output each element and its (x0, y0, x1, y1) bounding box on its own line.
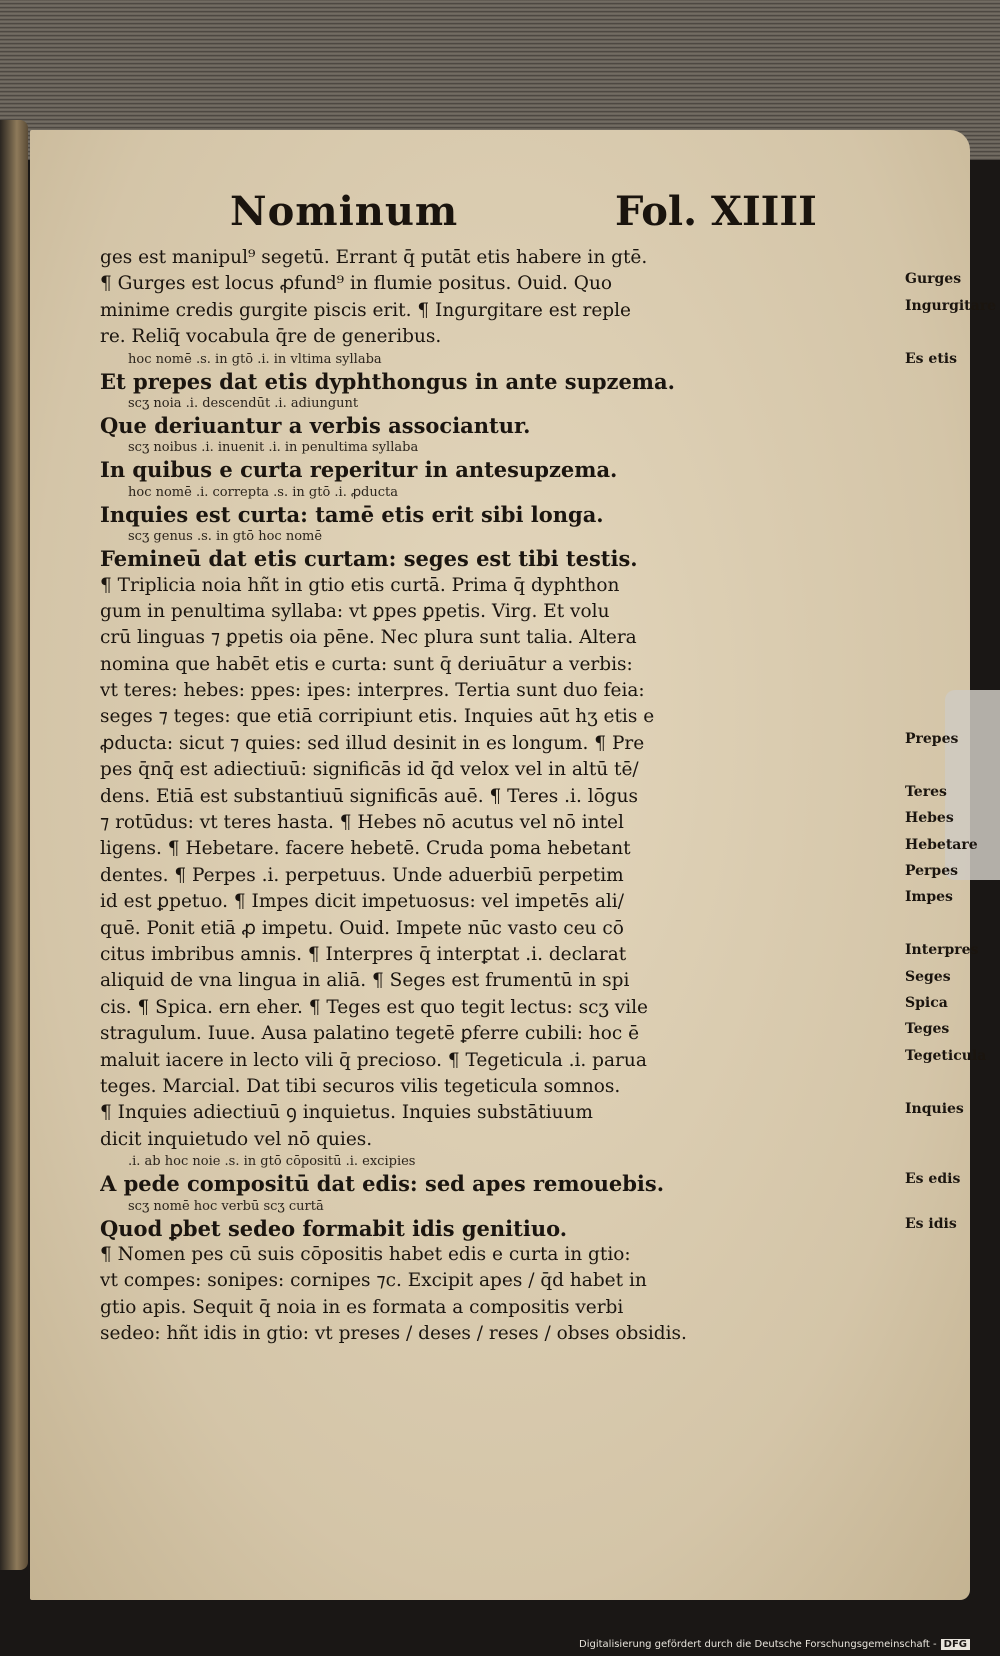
margin-note: Teres (905, 783, 947, 800)
verse-line: Inquies est curta: tamē etis erit sibi longa. (100, 501, 604, 527)
margin-note: Es etis (905, 350, 958, 367)
margin-note: Ingurgitare (905, 297, 996, 314)
commentary-line: sedeo: hñt idis in gtio: vt preses / deses / reses / obses obsidis. (100, 1323, 687, 1345)
commentary-line: dicit inquietudo vel nō quies. (100, 1128, 373, 1150)
margin-note: Inquies (905, 1100, 964, 1117)
verse-line: Que deriuantur a verbis associantur. (100, 412, 531, 438)
verse-line: A pede compositū dat edis: sed apes remouebis. (100, 1171, 665, 1197)
commentary-line: vt teres: hebes: ppes: ipes: interpres. Tertia sunt duo feia: (100, 680, 645, 702)
margin-note: Seges (905, 968, 951, 985)
commentary-line: ⁊ rotūdus: vt teres hasta. ¶ Hebes nō acutus vel nō intel (100, 812, 624, 834)
margin-note: Es edis (905, 1171, 961, 1188)
margin-note: Perpes (905, 863, 959, 879)
credit-text: Digitalisierung gefördert durch die Deutsche Forschungsgemeinschaft - (579, 1639, 937, 1650)
commentary-line: dens. Etiā est substantiuū significās auē. ¶ Teres .i. lōgus (100, 785, 639, 807)
commentary-line: re. Reliq̄ vocabula q̄re de generibus. (100, 326, 442, 348)
margin-note: Prepes (905, 731, 959, 747)
margin-note: Gurges (905, 271, 962, 288)
commentary-line: vt compes: sonipes: cornipes ⁊c. Excipit apes / q̄d habet in (100, 1270, 647, 1292)
margin-note: Teges (905, 1021, 950, 1038)
margin-note: Impes (905, 889, 953, 906)
commentary-line: ꝓducta: sicut ⁊ quies: sed illud desinit in es longum. ¶ Pre (100, 732, 645, 754)
margin-note: Hebetare (905, 836, 978, 853)
commentary-line: ¶ Gurges est locus ꝓfund⁹ in flumie positus. Ouid. Quo (100, 273, 613, 295)
verse-line: Quod ꝑbet sedeo formabit idis genitiuo. (100, 1215, 568, 1241)
commentary-line: ges est manipul⁹ segetū. Errant q̄ putāt etis habere in gtē. (100, 247, 648, 268)
commentary-line: dentes. ¶ Perpes .i. perpetuus. Unde aduerbiū perpetim (100, 864, 624, 886)
gloss-line: hoc nomē .s. in gtō .i. in vltima syllaba (128, 351, 382, 367)
commentary-line: seges ⁊ teges: que etiā corripiunt etis. Inquies aūt hʒ etis e (100, 706, 655, 728)
commentary-line: ¶ Inquies adiectiuū ꝯ inquietus. Inquies substātiuum (100, 1102, 593, 1124)
running-head (100, 188, 840, 248)
verse-line: In quibus e curta reperitur in antesupzema. (100, 457, 618, 483)
commentary-line: crū linguas ⁊ ꝑpetis oia pēne. Nec plura sunt talia. Altera (100, 627, 637, 649)
commentary-line: minime credis gurgite piscis erit. ¶ Ingurgitare est reple (100, 299, 632, 321)
commentary-line: gum in penultima syllaba: vt ꝑpes ꝑpetis. Virg. Et volu (100, 600, 610, 622)
commentary-line: id est ꝑpetuo. ¶ Impes dicit impetuosus: vel impetēs ali/ (100, 891, 624, 913)
margin-note: Interpres (905, 942, 979, 959)
commentary-line: maluit iacere in lecto vili q̄ precioso. ¶ Tegeticula .i. parua (100, 1049, 647, 1071)
gloss-line: scʒ nomē hoc verbū scʒ curtā (128, 1198, 324, 1214)
commentary-line: stragulum. Iuue. Ausa palatino tegetē ꝑferre cubili: hoc ē (100, 1023, 640, 1045)
gloss-line: scʒ noia .i. descendūt .i. adiungunt (128, 395, 359, 411)
commentary-line: teges. Marcial. Dat tibi securos vilis tegeticula somnos. (100, 1075, 621, 1097)
margin-note: Tegeticula (905, 1047, 987, 1064)
verse-line: Et prepes dat etis dyphthongus in ante supzema. (100, 368, 675, 394)
margin-note: Hebes (905, 810, 954, 827)
margin-note: Spica (905, 995, 948, 1011)
commentary-line: nomina que habēt etis e curta: sunt q̄ deriuātur a verbis: (100, 653, 633, 675)
running-head-title: Nominum (230, 188, 459, 235)
digitization-credit (579, 1639, 970, 1650)
commentary-line: aliquid de vna lingua in aliā. ¶ Seges est frumentū in spi (100, 970, 630, 992)
gloss-line: hoc nomē .i. correpta .s. in gtō .i. ꝓducta (128, 484, 398, 500)
dfg-logo: DFG (941, 1639, 970, 1650)
commentary-line: gtio apis. Sequit q̄ noia in es formata a compositis verbi (100, 1296, 624, 1318)
text-block (100, 245, 996, 1347)
verse-line: Femineū dat etis curtam: seges est tibi testis. (100, 546, 638, 572)
commentary-line: pes q̄nq̄ est adiectiuū: significās id q̄d velox vel in altū tē/ (100, 759, 639, 781)
folio-number: Fol. XIIII (615, 188, 817, 235)
gloss-line: scʒ genus .s. in gtō hoc nomē (128, 529, 323, 545)
commentary-line: quē. Ponit etiā ꝓ impetu. Ouid. Impete nūc vasto ceu cō (100, 917, 624, 939)
commentary-line: cis. ¶ Spica. ern eher. ¶ Teges est quo tegit lectus: scʒ vile (100, 996, 648, 1018)
commentary-line: ¶ Triplicia noia hñt in gtio etis curtā. Prima q̄ dyphthon (100, 574, 620, 596)
gloss-line: .i. ab hoc noie .s. in gtō cōpositū .i. excipies (128, 1154, 416, 1170)
commentary-line: ¶ Nomen pes cū suis cōpositis habet edis e curta in gtio: (100, 1243, 631, 1265)
commentary-line: citus imbribus amnis. ¶ Interpres q̄ interꝑtat .i. declarat (100, 943, 627, 965)
facing-page-edge (0, 120, 28, 1570)
gloss-line: scʒ noibus .i. inuenit .i. in penultima syllaba (128, 440, 419, 456)
margin-note: Es idis (905, 1215, 957, 1232)
commentary-line: ligens. ¶ Hebetare. facere hebetē. Cruda poma hebetant (100, 838, 631, 860)
